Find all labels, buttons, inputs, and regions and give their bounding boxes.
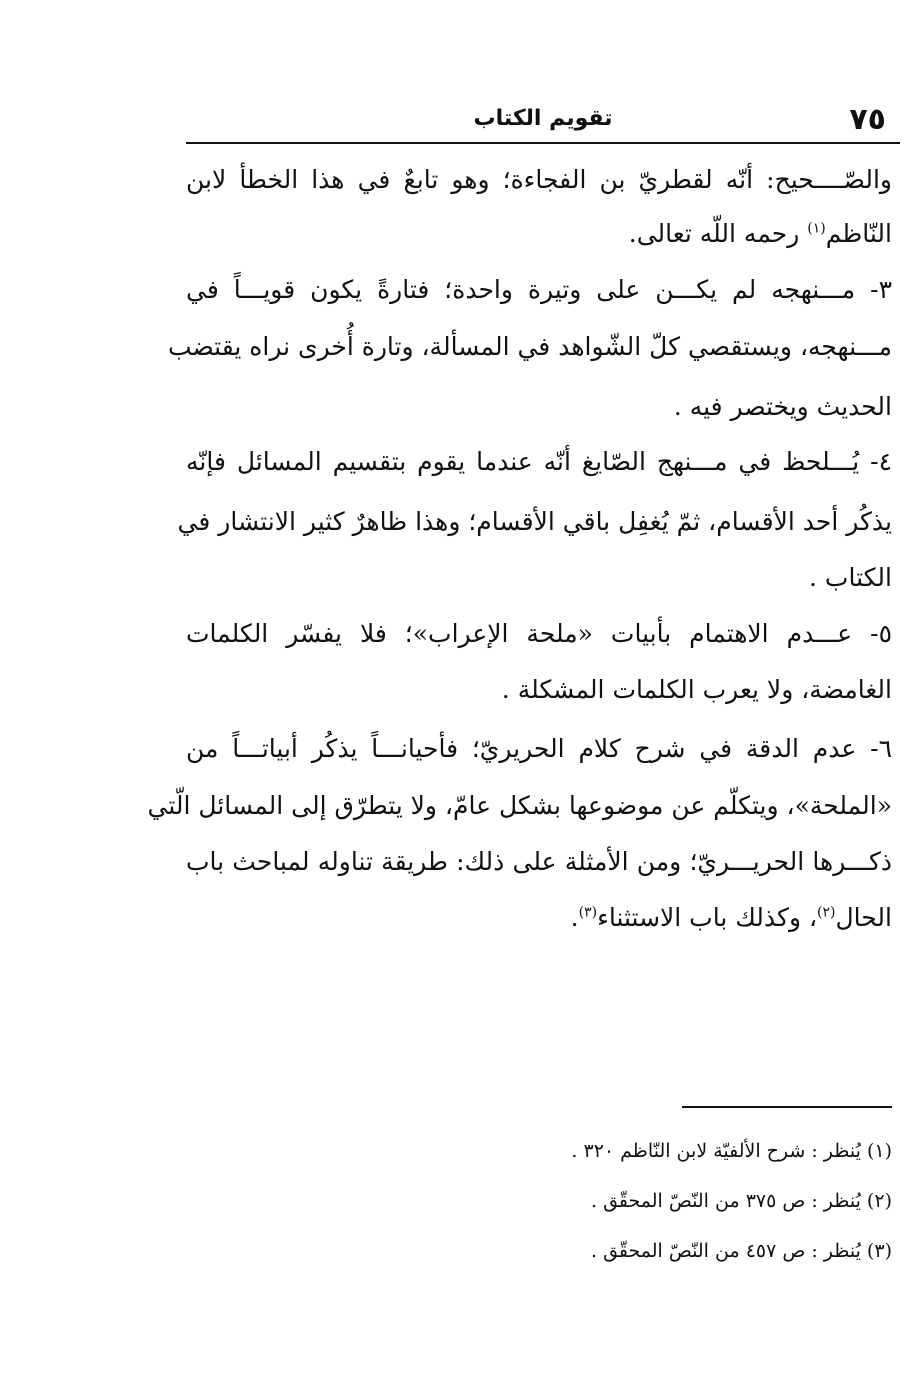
footnote-separator bbox=[682, 1106, 892, 1108]
footnote-marker: (٣) bbox=[578, 904, 598, 921]
body-text: الحال bbox=[835, 903, 892, 932]
footnote-marker: (٢) bbox=[817, 904, 836, 921]
page-header bbox=[186, 100, 900, 144]
body-line-1: والصّــــحيح: أنّه لقطريّ بن الفجاءة؛ وهو تابعٌ في هذا الخطأ لابن bbox=[186, 165, 892, 194]
body-text: . bbox=[570, 903, 579, 932]
body-text: النّاظم bbox=[825, 219, 892, 248]
footnote-marker: (١) bbox=[807, 220, 826, 237]
body-line-3: ٣- مـــنهجه لم يكـــن على وتيرة واحدة؛ فتارةً يكون قويـــاً في bbox=[186, 275, 892, 304]
body-line-8: الكتاب . bbox=[809, 563, 892, 592]
body-line-6: ٤- يُـــلحظ في مـــنهج الصّايغ أنّه عندما يقوم بتقسيم المسائل فإنّه bbox=[186, 447, 892, 476]
footnote-1: (١) يُنظر : شرح الألفيّة لابن النّاظم ٣٢٠ . bbox=[571, 1140, 892, 1162]
body-line-10: الغامضة، ولا يعرب الكلمات المشكلة . bbox=[501, 675, 892, 704]
body-line-4: مـــنهجه، ويستقصي كلّ الشّواهد في المسألة، وتارة أُخرى نراه يقتضب bbox=[167, 332, 892, 361]
body-line-13: ذكـــرها الحريـــريّ؛ ومن الأمثلة على ذلك: طريقة تناوله لمباحث باب bbox=[186, 847, 892, 876]
body-line-7: يذكُر أحد الأقسام، ثمّ يُغفِل باقي الأقسام؛ وهذا ظاهرٌ كثير الانتشار في bbox=[177, 507, 892, 536]
body-line-12: «الملحة»، ويتكلّم عن موضوعها بشكل عامّ، ولا يتطرّق إلى المسائل الّتي bbox=[147, 791, 892, 820]
body-line-9: ٥- عـــدم الاهتمام بأبيات «ملحة الإعراب»؛ فلا يفسّر الكلمات bbox=[186, 619, 892, 648]
body-line-11: ٦- عدم الدقة في شرح كلام الحريريّ؛ فأحيانـــاً يذكُر أبياتـــاً من bbox=[186, 734, 892, 763]
body-line-5: الحديث ويختصر فيه . bbox=[673, 392, 892, 421]
body-line-14 bbox=[186, 896, 892, 940]
body-line-2 bbox=[186, 212, 892, 256]
footnote-2: (٢) يُنظر : ص ٣٧٥ من النّصّ المحقّق . bbox=[590, 1190, 892, 1212]
footnote-3: (٣) يُنظر : ص ٤٥٧ من النّصّ المحقّق . bbox=[590, 1240, 892, 1262]
page-number: ٧٥ bbox=[849, 102, 886, 137]
body-text: ، وكذلك باب الاستثناء bbox=[597, 903, 818, 932]
running-title: تقويم الكتاب bbox=[473, 106, 613, 131]
body-text: رحمه اللّه تعالى. bbox=[628, 219, 800, 248]
